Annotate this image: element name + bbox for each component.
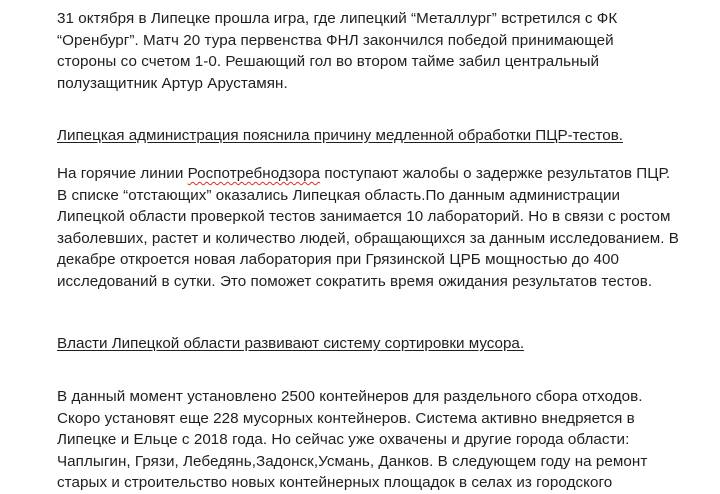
- text-segment: На горячие линии: [57, 165, 188, 182]
- text-line: В данный момент установлено 2500 контейнеров для раздельного сбора отходов.: [57, 388, 643, 405]
- text-line: В списке “отстающих” оказались Липецкая область.По данным администрации: [57, 186, 621, 204]
- text-line: полузащитник Артур Арустамян.: [57, 74, 288, 92]
- paragraph-pcr-tests: [57, 163, 697, 293]
- text-line: “Оренбург”. Матч 20 тура первенства ФНЛ закончился победой принимающей: [57, 31, 614, 49]
- paragraph-waste-sorting: [57, 386, 697, 494]
- text-line: старых и строительство новых контейнерных площадок в селах из городского: [57, 474, 613, 492]
- text-line: Чаплыгин, Грязи, Лебедянь,Задонск,Усмань, Данков. В следующем году на ремонт: [57, 452, 648, 470]
- paragraph-metallurg-match: [57, 8, 697, 94]
- heading-pcr-tests: Липецкая администрация пояснила причину медленной обработки ПЦР-тестов.: [57, 127, 623, 144]
- text-line: 31 октября в Липецке прошла игра, где липецкий “Металлург” встретился с ФК: [57, 10, 618, 27]
- text-line: исследований в сутки. Это поможет сократить время ожидания результатов тестов.: [57, 272, 653, 290]
- text-line: Липецке и Ельце с 2018 года. Но сейчас уже охвачены и другие города области:: [57, 431, 630, 449]
- text-line: Липецкой области проверкой тестов занимается 10 лабораторий. Но в связи с ростом: [57, 208, 671, 226]
- text-line: стороны со счетом 1-0. Решающий гол во втором тайме забил центральный: [57, 53, 600, 71]
- text-line: Скоро установят еще 228 мусорных контейнеров. Система активно внедряется в: [57, 409, 635, 427]
- text-segment: поступают жалобы о задержке результатов ПЦР.: [320, 165, 671, 182]
- text-line: декабре откроется новая лаборатория при Грязинской ЦРБ мощностью до 400: [57, 251, 620, 269]
- heading-waste-sorting: Власти Липецкой области развивают систему сортировки мусора.: [57, 335, 525, 352]
- text-line: [57, 163, 697, 185]
- spellcheck-flagged-word[interactable]: Роспотребнодзора: [187, 165, 321, 182]
- text-line: заболевших, растет и количество людей, обращающихся за данным исследованием. В: [57, 229, 679, 247]
